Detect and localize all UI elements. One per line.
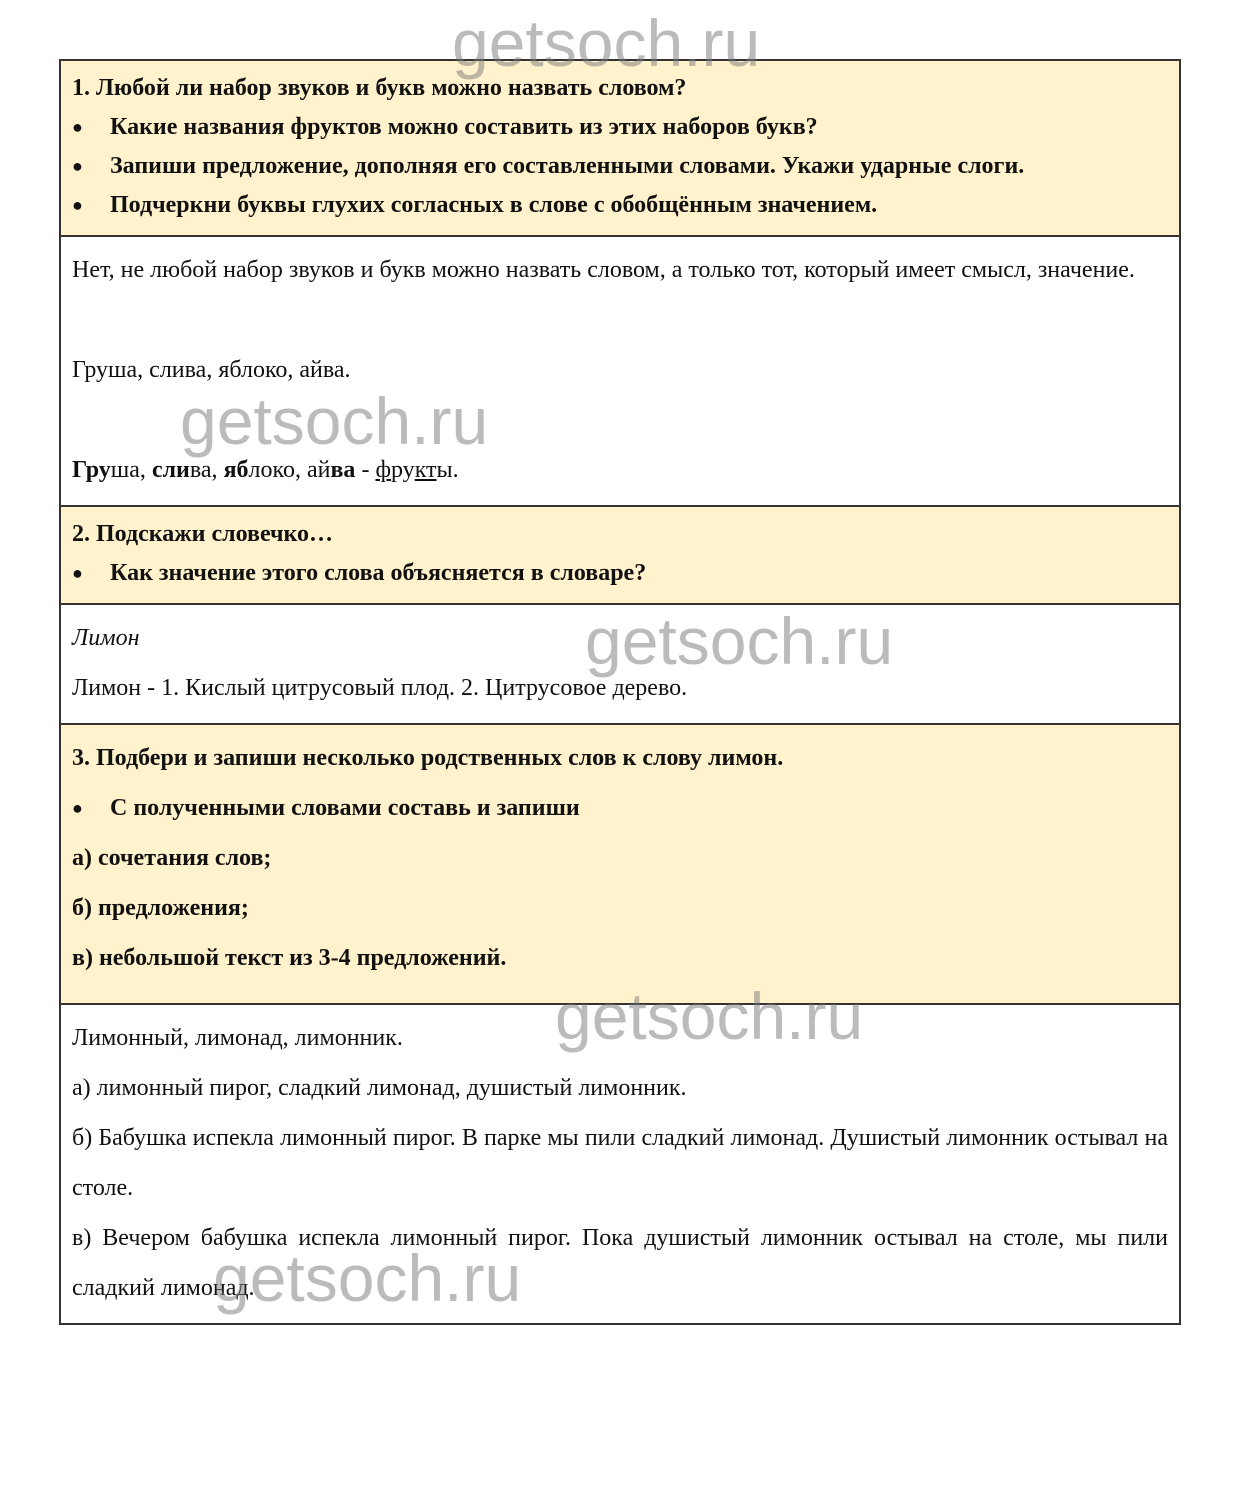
sub-item: б) предложения;: [72, 895, 249, 921]
watermark: getsoch.ru: [180, 384, 489, 458]
watermark: getsoch.ru: [213, 1241, 522, 1315]
answer-text: Лимон - 1. Кислый цитрусовый плод. 2. Цитрусовое дерево.: [72, 675, 688, 701]
answer-text: Груша, слива, яблоко, айва.: [72, 357, 351, 383]
underlined-letters: кт: [414, 457, 437, 483]
sub-item: в) небольшой текст из 3-4 предложений.: [72, 945, 507, 971]
stressed-syllable: Гру: [72, 457, 111, 483]
bullet: ● Запиши предложение, дополняя его составленными словами. Укажи ударные слоги.: [72, 147, 1168, 186]
homework-table: [59, 59, 1181, 1325]
bullet: ● Какие названия фруктов можно составить из этих наборов букв?: [72, 108, 1168, 147]
answer-stressed-text: [72, 445, 1168, 495]
text-segment: ру: [391, 457, 415, 483]
question-title: 3. Подбери и запиши несколько родственных слов к слову лимон.: [72, 745, 784, 771]
answer-text: б) Бабушка испекла лимонный пирог. В парке мы пили сладкий лимонад. Душистый лимонник остывал на столе.: [72, 1125, 1168, 1201]
stressed-syllable: яб: [223, 457, 249, 483]
stressed-syllable: ва: [330, 457, 356, 483]
answer-word: Лимон: [72, 625, 140, 651]
text-segment: -: [355, 457, 376, 483]
bullet: ● Подчеркни буквы глухих согласных в слове с обобщённым значением.: [72, 186, 1168, 225]
watermark: getsoch.ru: [452, 6, 761, 80]
question-title: 2. Подскажи словечко…: [72, 521, 334, 547]
text-segment: ша,: [110, 457, 152, 483]
question-title: 1. Любой ли набор звуков и букв можно назвать словом?: [72, 75, 687, 101]
answer-2: [60, 604, 1180, 724]
stressed-syllable: сли: [151, 457, 190, 483]
sub-item: а) сочетания слов;: [72, 845, 272, 871]
text-segment: ы.: [436, 457, 459, 483]
answer-text: а) лимонный пирог, сладкий лимонад, душистый лимонник.: [72, 1075, 687, 1101]
answer-text: в) Вечером бабушка испекла лимонный пирог. Пока душистый лимонник остывал на столе, мы пили сладкий лимонад.: [72, 1225, 1168, 1301]
watermark: getsoch.ru: [585, 604, 894, 678]
bullet: ● Как значение этого слова объясняется в словаре?: [72, 554, 1168, 593]
answer-text: Лимонный, лимонад, лимонник.: [72, 1025, 403, 1051]
question-1: [60, 60, 1180, 236]
question-2: [60, 506, 1180, 604]
text-segment: ва,: [189, 457, 224, 483]
bullet: ● С полученными словами составь и запиши: [72, 783, 1168, 833]
answer-1: [60, 236, 1180, 506]
answer-3: [60, 1004, 1180, 1324]
question-3: [60, 724, 1180, 1004]
underlined-letters: ф: [375, 457, 391, 483]
answer-text: Нет, не любой набор звуков и букв можно назвать словом, а только тот, который имеет смысл, значение.: [72, 257, 1135, 283]
text-segment: локо, ай: [248, 457, 331, 483]
watermark: getsoch.ru: [555, 979, 864, 1053]
